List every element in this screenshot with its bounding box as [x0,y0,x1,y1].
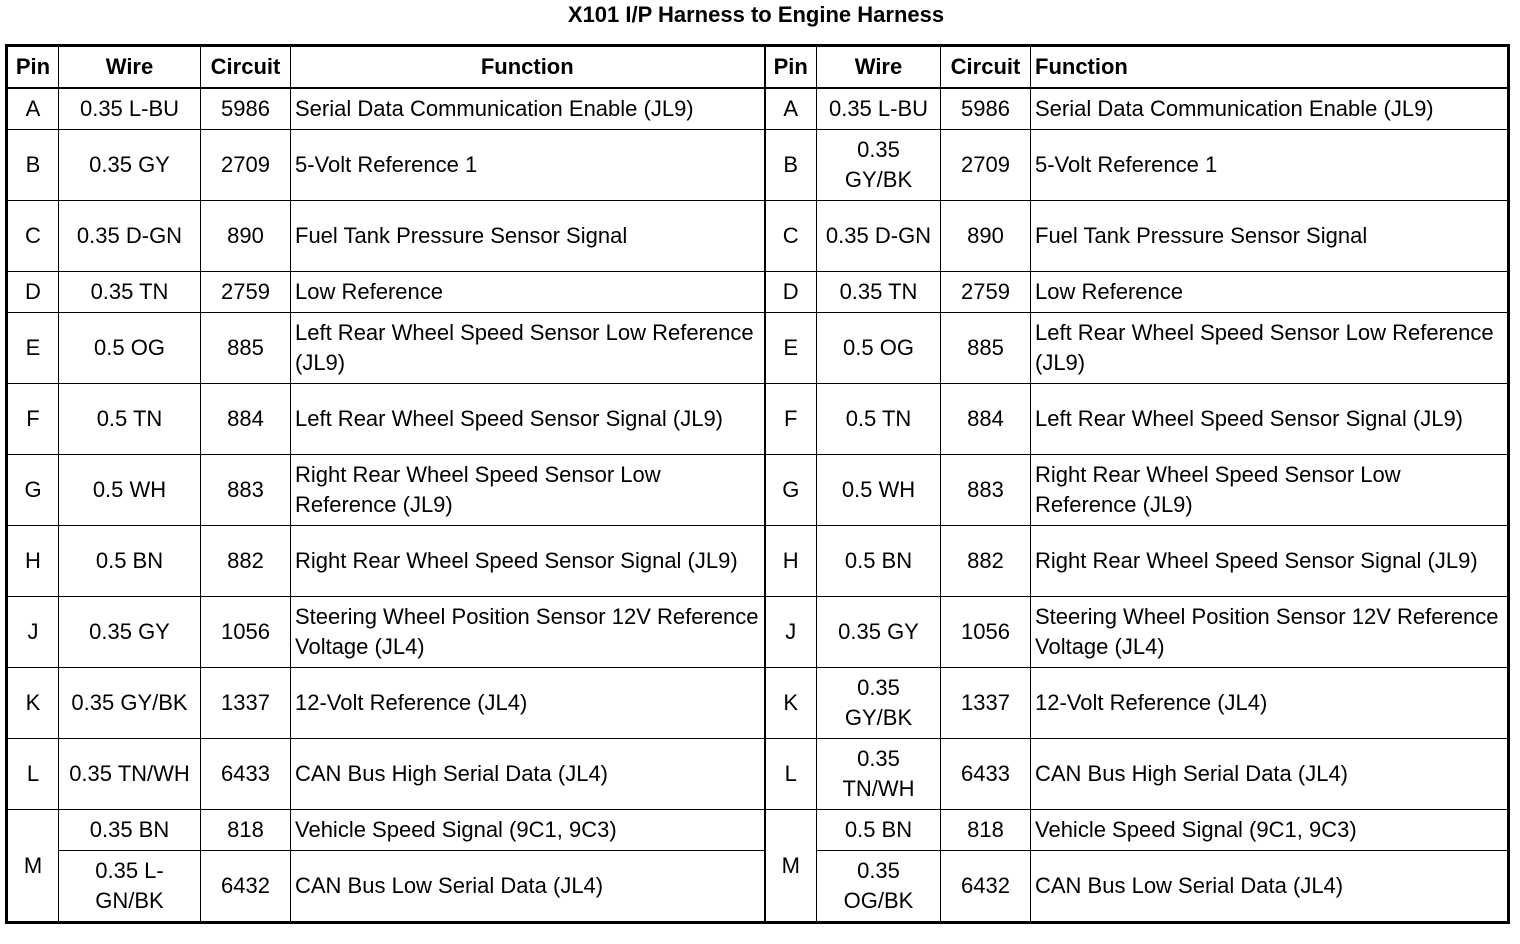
circuit-cell: 2759 [941,272,1031,313]
harness-table [5,44,1510,924]
wire-cell: 0.5 WH [817,455,941,526]
pin-cell: H [765,526,817,597]
pin-cell: E [7,313,59,384]
function-cell: Left Rear Wheel Speed Sensor Signal (JL9) [1031,384,1509,455]
pin-cell: C [7,201,59,272]
pin-cell: L [7,739,59,810]
wire-cell: 0.5 BN [817,526,941,597]
pin-cell: G [7,455,59,526]
wire-cell: 0.35 GY [59,130,201,201]
pin-cell: M [7,810,59,923]
wire-cell: 0.5 TN [817,384,941,455]
wire-cell: 0.35 D-GN [59,201,201,272]
header-function-right: Function [1031,46,1509,89]
function-cell: CAN Bus High Serial Data (JL4) [1031,739,1509,810]
circuit-cell: 1337 [201,668,291,739]
pin-cell: D [7,272,59,313]
wire-cell: 0.35 L-BU [59,88,201,130]
pin-cell: A [765,88,817,130]
function-cell: Left Rear Wheel Speed Sensor Low Reference (JL9) [1031,313,1509,384]
function-cell: Fuel Tank Pressure Sensor Signal [1031,201,1509,272]
header-row [7,46,1509,89]
wire-cell: 0.35 GY [817,597,941,668]
wire-cell: 0.5 OG [59,313,201,384]
wire-cell: 0.35 L-BU [817,88,941,130]
circuit-cell: 882 [201,526,291,597]
circuit-cell: 883 [941,455,1031,526]
circuit-cell: 1056 [941,597,1031,668]
wire-cell: 0.35 BN [59,810,201,851]
table-row [7,201,1509,272]
header-function-left: Function [291,46,765,89]
pin-cell: D [765,272,817,313]
wire-cell: 0.35 TN [817,272,941,313]
circuit-cell: 818 [201,810,291,851]
circuit-cell: 2709 [941,130,1031,201]
table-row [7,810,1509,851]
circuit-cell: 6432 [941,851,1031,923]
wire-cell: 0.5 BN [59,526,201,597]
circuit-cell: 2759 [201,272,291,313]
table-title: X101 I/P Harness to Engine Harness [567,2,945,27]
circuit-cell: 884 [201,384,291,455]
circuit-cell: 885 [941,313,1031,384]
pin-cell: L [765,739,817,810]
function-cell: Serial Data Communication Enable (JL9) [1031,88,1509,130]
pin-cell: F [7,384,59,455]
wire-cell: 0.35 GY/BK [59,668,201,739]
pin-cell: C [765,201,817,272]
circuit-cell: 883 [201,455,291,526]
circuit-cell: 884 [941,384,1031,455]
function-cell: Steering Wheel Position Sensor 12V Reference Voltage (JL4) [291,597,765,668]
circuit-cell: 6432 [201,851,291,923]
function-cell: Low Reference [1031,272,1509,313]
wire-cell: 0.35 GY [59,597,201,668]
function-cell: Left Rear Wheel Speed Sensor Low Reference (JL9) [291,313,765,384]
function-cell: Vehicle Speed Signal (9C1, 9C3) [291,810,765,851]
table-row [7,668,1509,739]
circuit-cell: 2709 [201,130,291,201]
function-cell: Right Rear Wheel Speed Sensor Signal (JL9) [1031,526,1509,597]
pin-cell: K [765,668,817,739]
pin-cell: A [7,88,59,130]
pin-cell: B [765,130,817,201]
wire-cell: 0.35 TN/WH [817,739,941,810]
function-cell: CAN Bus Low Serial Data (JL4) [291,851,765,923]
header-wire-right: Wire [817,46,941,89]
table-row [7,88,1509,130]
header-pin-right: Pin [765,46,817,89]
table-row [7,739,1509,810]
circuit-cell: 1056 [201,597,291,668]
function-cell: Fuel Tank Pressure Sensor Signal [291,201,765,272]
wire-cell: 0.5 WH [59,455,201,526]
table-row [7,455,1509,526]
function-cell: 5-Volt Reference 1 [291,130,765,201]
table-row [7,130,1509,201]
pin-cell: E [765,313,817,384]
function-cell: 12-Volt Reference (JL4) [291,668,765,739]
wire-cell: 0.35 OG/BK [817,851,941,923]
wire-cell: 0.35 GY/BK [817,668,941,739]
wire-cell: 0.35 TN [59,272,201,313]
wire-cell: 0.35 GY/BK [817,130,941,201]
pin-cell: F [765,384,817,455]
wire-cell: 0.5 TN [59,384,201,455]
circuit-cell: 818 [941,810,1031,851]
pin-cell: M [765,810,817,923]
function-cell: Right Rear Wheel Speed Sensor Low Reference (JL9) [291,455,765,526]
function-cell: Vehicle Speed Signal (9C1, 9C3) [1031,810,1509,851]
wire-cell: 0.35 TN/WH [59,739,201,810]
wire-cell: 0.35 D-GN [817,201,941,272]
header-circuit-left: Circuit [201,46,291,89]
circuit-cell: 890 [201,201,291,272]
circuit-cell: 5986 [941,88,1031,130]
table-row [7,313,1509,384]
function-cell: CAN Bus High Serial Data (JL4) [291,739,765,810]
table-row [7,526,1509,597]
header-pin-left: Pin [7,46,59,89]
function-cell: Right Rear Wheel Speed Sensor Low Reference (JL9) [1031,455,1509,526]
pin-cell: H [7,526,59,597]
pin-cell: J [7,597,59,668]
function-cell: 5-Volt Reference 1 [1031,130,1509,201]
table-row [7,384,1509,455]
function-cell: Serial Data Communication Enable (JL9) [291,88,765,130]
wire-cell: 0.5 BN [817,810,941,851]
circuit-cell: 890 [941,201,1031,272]
circuit-cell: 6433 [201,739,291,810]
table-row [7,851,1509,923]
table-row [7,272,1509,313]
function-cell: Low Reference [291,272,765,313]
function-cell: 12-Volt Reference (JL4) [1031,668,1509,739]
wire-cell: 0.35 L-GN/BK [59,851,201,923]
header-circuit-right: Circuit [941,46,1031,89]
circuit-cell: 5986 [201,88,291,130]
circuit-cell: 6433 [941,739,1031,810]
function-cell: Left Rear Wheel Speed Sensor Signal (JL9) [291,384,765,455]
pin-cell: J [765,597,817,668]
pin-cell: G [765,455,817,526]
function-cell: CAN Bus Low Serial Data (JL4) [1031,851,1509,923]
wire-cell: 0.5 OG [817,313,941,384]
function-cell: Steering Wheel Position Sensor 12V Reference Voltage (JL4) [1031,597,1509,668]
function-cell: Right Rear Wheel Speed Sensor Signal (JL9) [291,526,765,597]
circuit-cell: 882 [941,526,1031,597]
table-row [7,597,1509,668]
circuit-cell: 885 [201,313,291,384]
header-wire-left: Wire [59,46,201,89]
circuit-cell: 1337 [941,668,1031,739]
pin-cell: B [7,130,59,201]
pin-cell: K [7,668,59,739]
